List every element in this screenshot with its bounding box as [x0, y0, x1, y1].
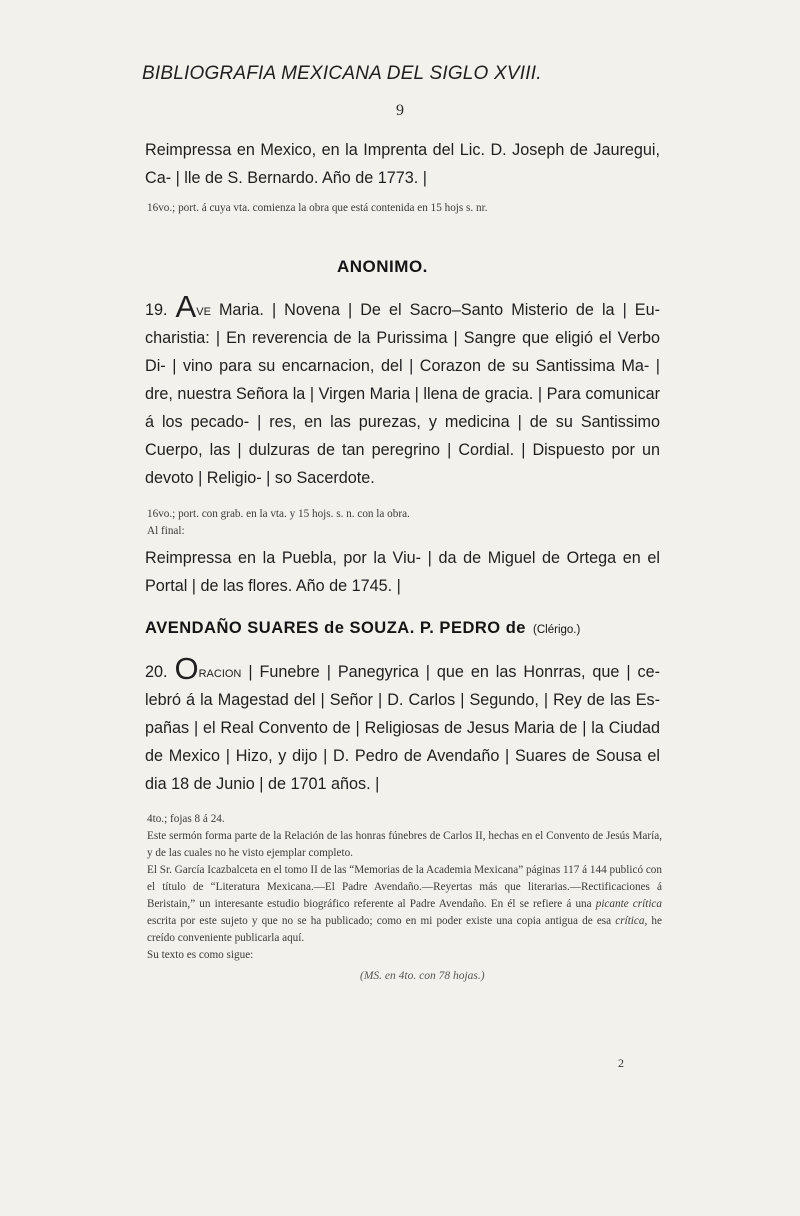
entry-20-number: 20.	[145, 663, 168, 681]
entry-19-imprint: Reimpressa en la Puebla, por la Viu- | da de Miguel de Ortega en el Portal | de las flores. Año de 1745. |	[145, 549, 660, 595]
manuscript-description: (MS. en 4to. con 78 hojas.)	[360, 970, 485, 982]
entry-19-number: 19.	[145, 301, 168, 319]
entry-19-title: Maria. | Novena | De el Sacro–Santo Misterio de la | Eu- charistia: | En reverencia de la Purissima | Sangre que eligió el Verbo Di- | vino para su encarnacion, del | Corazon de su Santissima Ma- | dre, nuestra Señora la | Virgen Maria | llena de gracia. | Para comunicar á los pecado- | res, en las purezas, y medicina | de su Santissimo Cuerpo, las | dulzuras de tan peregrino | Cordial. | Dispuesto por un devoto | Religio- | so Sacerdote.	[145, 301, 660, 487]
page-number: 9	[396, 102, 404, 119]
entry-19-initial: A	[175, 289, 197, 324]
top-imprint: Reimpressa en Mexico, en la Imprenta del Lic. D. Joseph de Jauregui, Ca- | lle de S. Bernardo. Año de 1773. |	[145, 141, 660, 187]
note-para2-italic-critica: crítica	[615, 915, 645, 927]
entry-19-text	[145, 289, 660, 492]
section-heading-avendano	[145, 619, 580, 638]
signature-mark: 2	[618, 1056, 624, 1070]
entry-20-notes	[147, 811, 662, 964]
entry-20-title: | Funebre | Panegyrica | que en las Honrras, que | ce- lebró á la Magestad del | Señor | D. Carlos | Segundo, | Rey de las Es- pañas | el Real Convento de | Religiosas de Jesus Maria de | la Ciudad de Mexico | Hizo, y dijo | D. Pedro de Avendaño | Suares de Sousa el dia 18 de Junio | de 1701 años. |	[145, 663, 661, 793]
note-para2-text-b: escrita por este sujeto y que no se ha publicado; como en mi poder existe una copia antigua de esa	[147, 915, 616, 927]
entry-20-text	[145, 651, 661, 798]
note-para2-text-a: El Sr. García Icazbalceta en el tomo II de las “Memorias de la Academia Mexicana” páginas 117 á 144 publicó con el título de “Literatura Mexicana.—El Padre Avendaño.—Reyertas más que literarias.—Rectificaciones á Beristain,” un interesante estudio biográfico referente al Padre Avendaño. En él se refiere á una	[147, 864, 662, 910]
entry-19-note	[147, 506, 662, 540]
section-heading-anonimo: ANONIMO.	[337, 257, 428, 276]
entry-19-format: 16vo.; port. con grab. en la vta. y 15 hojs. s. n. con la obra.	[147, 508, 410, 520]
note-para2-italic-picante: picante crítica	[595, 898, 662, 910]
entry-20-note-para2	[147, 862, 662, 947]
entry-20-format: 4to.; fojas 8 á 24.	[147, 813, 225, 825]
entry-20-note-para3: Su texto es como sigue:	[147, 949, 254, 961]
entry-19-al-final: Al final:	[147, 525, 185, 537]
entry-20-note-para1: Este sermón forma parte de la Relación de las honras fúnebres de Carlos II, hechas en el Convento de Jesús María, y de las cuales no he visto ejemplar completo.	[147, 830, 662, 859]
author-name: AVENDAÑO SUARES de SOUZA. P. PEDRO de	[145, 619, 526, 637]
entry-19-first-word: ve	[196, 301, 211, 319]
top-imprint-note: 16vo.; port. á cuya vta. comienza la obra que está contenida en 15 hojs s. nr.	[147, 202, 488, 214]
author-role: (Clérigo.)	[533, 624, 581, 636]
note-para2-text-c: , he creído conveniente publicarla aquí.	[147, 915, 662, 944]
entry-20-first-word: racion	[198, 663, 242, 681]
entry-20-initial: O	[174, 651, 199, 686]
running-title: BIBLIOGRAFIA MEXICANA DEL SIGLO XVIII.	[142, 63, 542, 84]
